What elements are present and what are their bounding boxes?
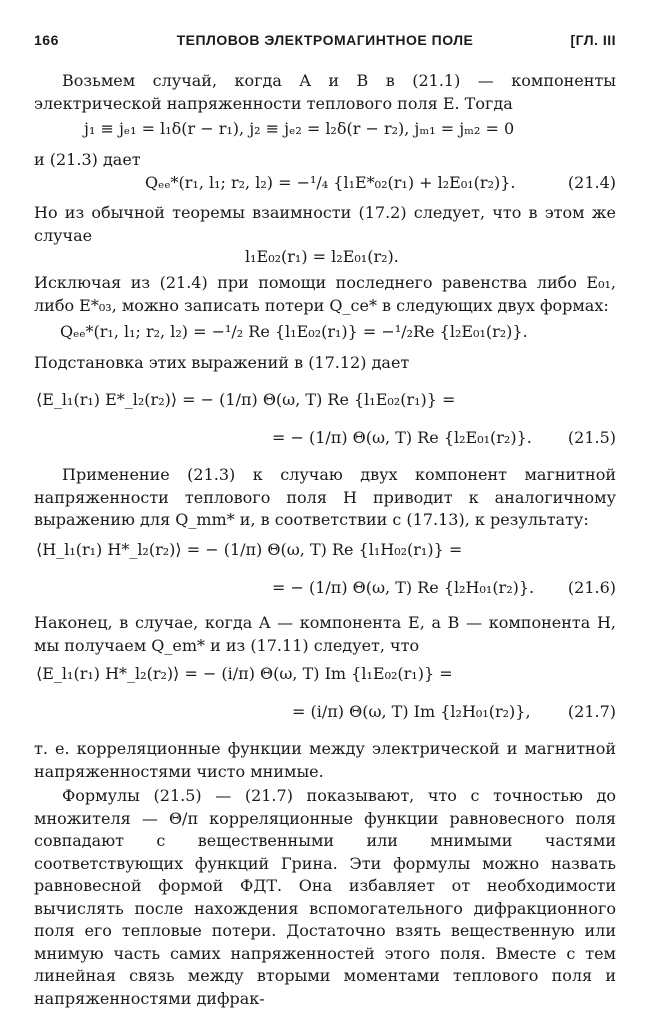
equation-21-7-line-1: ⟨E_l₁(r₁) H*_l₂(r₂)⟩ = − (i/π) Θ(ω, T) Im {l₁E₀₂(r₁)} = bbox=[36, 664, 453, 683]
equation-reciprocity: l₁E₀₂(r₁) = l₂E₀₁(r₂). bbox=[245, 247, 399, 266]
paragraph-4: Исключая из (21.4) при помощи последнего равенства либо E₀₁, либо E*₀₃, можно записать потери Q_ce* в следующих двух формах: bbox=[34, 273, 616, 315]
equation-number-21-5: (21.5) bbox=[567, 428, 616, 447]
page-number: 166 bbox=[34, 32, 59, 48]
equation-number-21-4: (21.4) bbox=[567, 173, 616, 192]
equation-losses: Qₑₑ*(r₁, l₁; r₂, l₂) = −¹/₂ Re {l₁E₀₂(r₁)} = −¹/₂Re {l₂E₀₁(r₂)}. bbox=[60, 322, 528, 341]
paragraph-7: Наконец, в случае, когда A — компонента E, а B — компонента H, мы получаем Q_em* и из (17.11) следует, что bbox=[34, 613, 616, 655]
equation-number-21-6: (21.6) bbox=[567, 578, 616, 597]
running-header bbox=[34, 32, 616, 54]
equation-21-5-line-1: ⟨E_l₁(r₁) E*_l₂(r₂)⟩ = − (1/π) Θ(ω, T) Re {l₁E₀₂(r₁)} = bbox=[36, 390, 456, 409]
paragraph-9: Формулы (21.5) — (21.7) показывают, что с точностью до множителя — Θ/π корреляционные функции равновесного поля совпадают с вещественными или мнимыми частями соответствующих функций Грина. Эти формулы можно назвать равновесной формой ФДТ. Она избавляет от необходимости вычислять после нахождения вспомогательного дифракционного поля его тепловые потери. Достаточно взять вещественную или мнимую часть самих напряженностей этого поля. Вместе с тем линейная связь между вторыми моментами теплового поля и напряженностями дифрак- bbox=[34, 786, 616, 1008]
paragraph-3: Но из обычной теоремы взаимности (17.2) следует, что в этом же случае bbox=[34, 203, 616, 245]
equation-number-21-7: (21.7) bbox=[567, 702, 616, 721]
running-title: ТЕПЛОВОВ ЭЛЕКТРОМАГИНТНОЕ ПОЛЕ bbox=[176, 32, 474, 48]
paragraph-6: Применение (21.3) к случаю двух компонент магнитной напряженности теплового поля H приводит к аналогичному выражению для Q_mm* и, в соответствии с (17.13), к результату: bbox=[34, 465, 616, 529]
paragraph-5: Подстановка этих выражений в (17.12) дает bbox=[34, 353, 410, 372]
equation-21-4: Qₑₑ*(r₁, l₁; r₂, l₂) = −¹/₄ {l₁E*₀₂(r₁) + l₂E₀₁(r₂)}. bbox=[145, 173, 516, 192]
paragraph-8: т. е. корреляционные функции между электрической и магнитной напряженностями чисто мнимые. bbox=[34, 739, 616, 781]
equation-21-6-line-1: ⟨H_l₁(r₁) H*_l₂(r₂)⟩ = − (1/π) Θ(ω, T) Re {l₁H₀₂(r₁)} = bbox=[36, 540, 463, 559]
equation-current-densities: j₁ ≡ jₑ₁ = l₁δ(r − r₁), j₂ ≡ jₑ₂ = l₂δ(r − r₂), jₘ₁ = jₘ₂ = 0 bbox=[84, 119, 515, 138]
paragraph-1: Возьмем случай, когда A и B в (21.1) — компоненты электрической напряженности теплового поля E. Тогда bbox=[34, 71, 616, 113]
equation-21-5-line-2: = − (1/π) Θ(ω, T) Re {l₂E₀₁(r₂)}. bbox=[272, 428, 532, 447]
equation-21-6-line-2: = − (1/π) Θ(ω, T) Re {l₂H₀₁(r₂)}. bbox=[272, 578, 535, 597]
equation-21-7-line-2: = (i/π) Θ(ω, T) Im {l₂H₀₁(r₂)}, bbox=[292, 702, 531, 721]
paragraph-2: и (21.3) дает bbox=[34, 150, 141, 169]
chapter-label: [ГЛ. III bbox=[570, 32, 616, 48]
